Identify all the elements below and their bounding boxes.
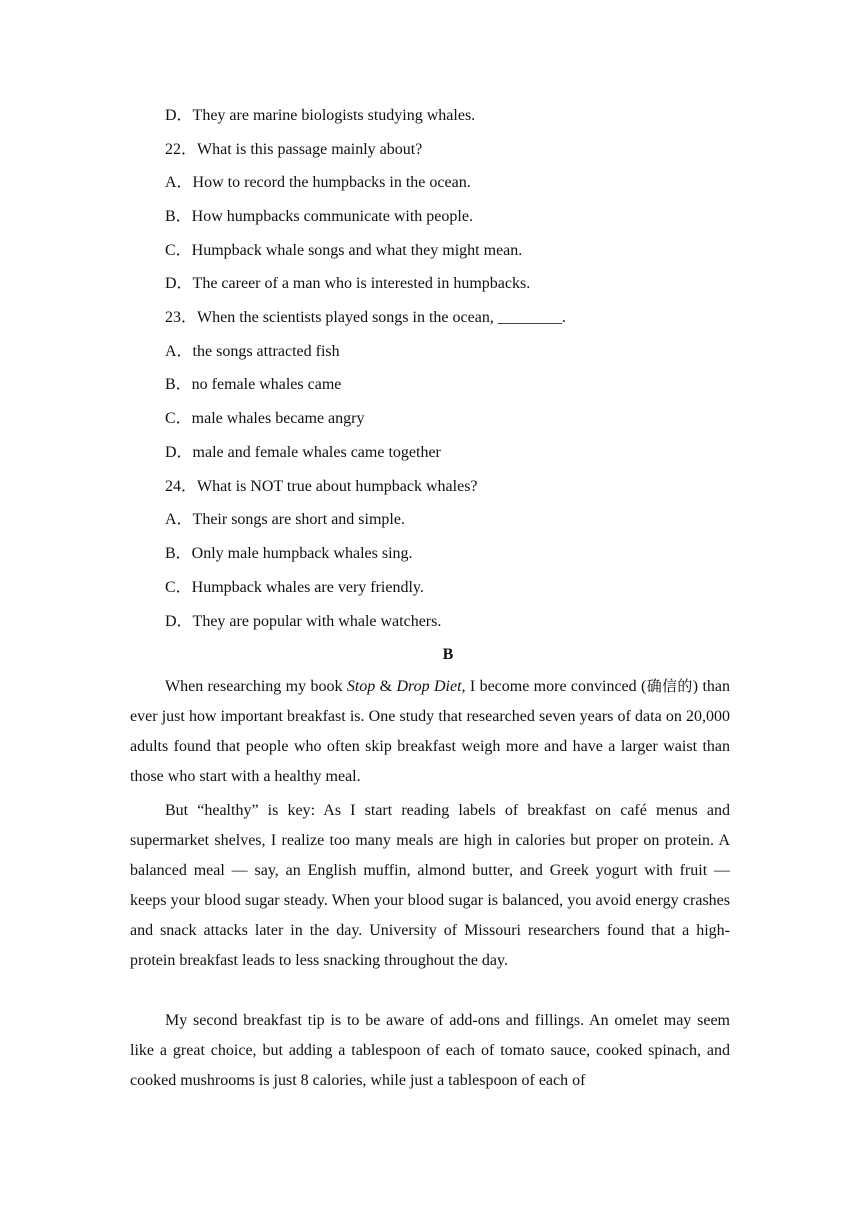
p2-text: But “healthy” is key: As I start reading labels of breakfast on café menus and supermarket shelves, I realize too many meals are high in calories but proper on protein. A balanced meal — say, an English muffin, almond butter, and Greek yogurt with fruit — keeps your blood sugar steady. When your blood sugar is balanced, you avoid energy crashes and snack attacks later in the day. University of Missouri researchers found that a high-protein breakfast leads to less snacking throughout the day.: [130, 802, 730, 969]
p1-rest: ) than ever just how important breakfast is. One study that researched seven years of data on 20,000 adults found that people who often skip breakfast weigh more and have a larger waist than those who start with a healthy meal.: [130, 678, 731, 785]
q24-option-b: B．Only male humpback whales sing.: [165, 545, 413, 562]
p1-title-part2: Drop Diet,: [396, 678, 466, 695]
q23-option-a: A．the songs attracted fish: [165, 343, 340, 360]
q22-option-b: B．How humpbacks communicate with people.: [165, 208, 473, 225]
p1-after-title: I become more convinced (: [465, 678, 647, 695]
q24-option-d: D．They are popular with whale watchers.: [165, 613, 442, 630]
q22-option-c: C．Humpback whale songs and what they might mean.: [165, 242, 523, 259]
p1-amp: &: [375, 678, 397, 695]
p3-text: My second breakfast tip is to be aware of add-ons and fillings. An omelet may seem like a great choice, but adding a tablespoon of each of tomato sauce, cooked spinach, and cooked mushrooms is just 8 calories, while just a tablespoon of each of: [130, 1012, 730, 1089]
q22-option-a: A．How to record the humpbacks in the ocean.: [165, 174, 471, 191]
q23-stem: 23．When the scientists played songs in the ocean, ________.: [165, 309, 566, 326]
section-heading: B: [442, 646, 454, 663]
paragraph-2: [130, 796, 730, 976]
q22-option-d: D．The career of a man who is interested in humpbacks.: [165, 275, 531, 292]
q24-stem: 24．What is NOT true about humpback whales?: [165, 478, 478, 495]
p1-cjk-gloss: 确信的: [646, 677, 693, 695]
q23-option-b: B．no female whales came: [165, 376, 342, 393]
p1-before-title: When researching my book: [165, 678, 347, 695]
q24-option-a: A．Their songs are short and simple.: [165, 511, 405, 528]
q24-option-c: C．Humpback whales are very friendly.: [165, 579, 424, 596]
q23-option-c: C．male whales became angry: [165, 410, 365, 427]
q23-option-d: D．male and female whales came together: [165, 444, 441, 461]
paragraph-3: [130, 1006, 730, 1096]
q21-option-d: D．They are marine biologists studying whales.: [165, 107, 476, 124]
p1-title-part1: Stop: [346, 678, 376, 695]
q22-stem: 22．What is this passage mainly about?: [165, 141, 423, 158]
paragraph-1: [130, 671, 730, 792]
